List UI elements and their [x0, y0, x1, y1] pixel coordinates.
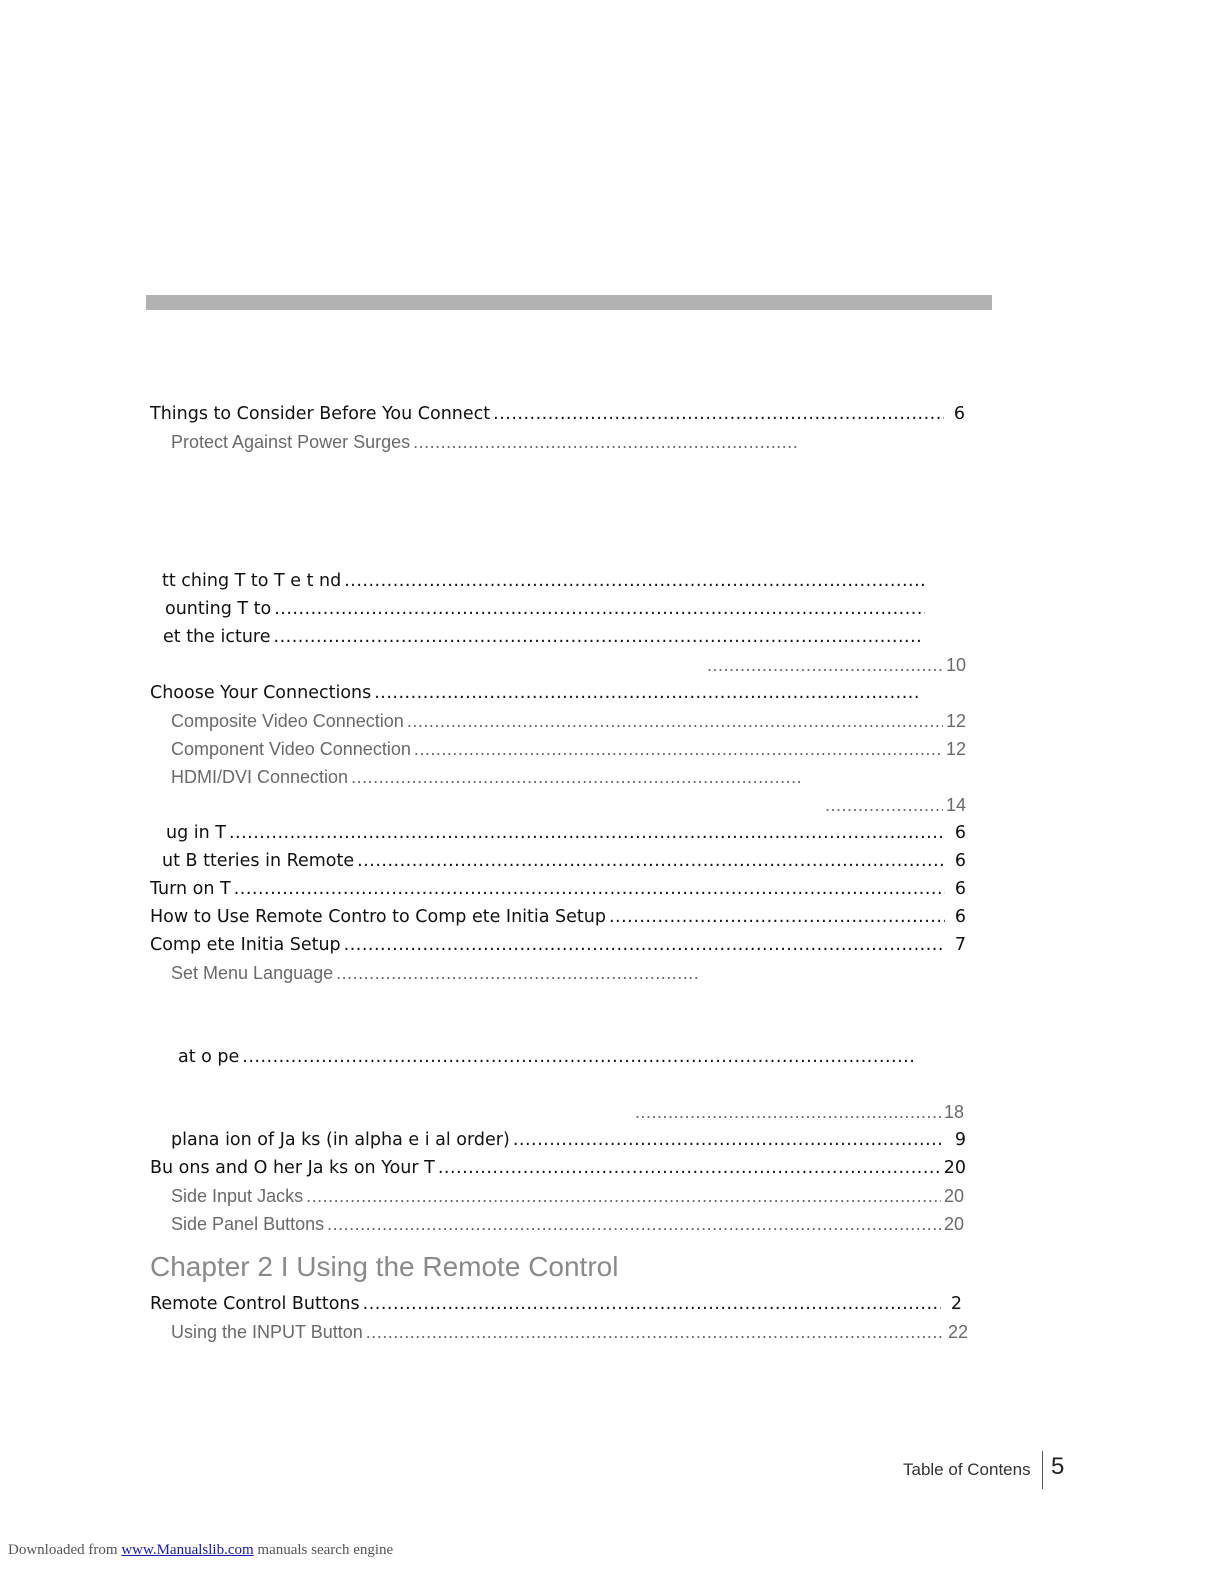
toc-entry[interactable]: [171, 1214, 964, 1238]
footer-page-number: 5: [1051, 1453, 1065, 1480]
toc-entry-title: plana ion of Ja ks (in alpha e i al order): [171, 1130, 510, 1150]
toc-entry-page: 6: [953, 404, 965, 424]
toc-entry-page: 22: [947, 1322, 968, 1342]
dot-leader: [413, 432, 797, 453]
toc-entry-title: Component Video Connection: [171, 739, 411, 759]
toc-entry-page: 9: [954, 1130, 966, 1150]
dot-leader: [493, 404, 944, 424]
toc-entry-title: ounting T to: [165, 599, 272, 619]
download-note-prefix: Downloaded from: [8, 1542, 118, 1558]
toc-entry-title: Turn on T: [150, 879, 231, 899]
dot-leader: [327, 1214, 941, 1235]
toc-entry[interactable]: [162, 571, 946, 595]
chapter-heading: Chapter 2 I Using the Remote Control: [150, 1251, 619, 1282]
toc-entry[interactable]: [150, 404, 965, 428]
download-note: [8, 1542, 393, 1559]
footer-divider: [1042, 1451, 1043, 1489]
toc-entry-title: et the icture: [163, 627, 271, 647]
toc-entry-page: 6: [954, 879, 966, 899]
dot-leader: [274, 599, 925, 619]
toc-entry[interactable]: [162, 851, 966, 875]
toc-entry[interactable]: [171, 432, 818, 456]
toc-entry-page: 12: [945, 739, 966, 759]
toc-entry[interactable]: [171, 711, 966, 735]
toc-entry[interactable]: [171, 963, 719, 987]
toc-entry-title: Composite Video Connection: [171, 711, 404, 731]
dot-leader: [357, 851, 945, 871]
toc-entry[interactable]: [150, 935, 966, 959]
toc-entry-title: Side Panel Buttons: [171, 1214, 325, 1234]
dot-leader: [274, 627, 921, 647]
toc-entry-title: Bu ons and O her Ja ks on Your T: [150, 1158, 435, 1178]
toc-entry[interactable]: [704, 655, 966, 679]
manualslib-link[interactable]: www.Manualslib.com: [121, 1542, 254, 1558]
toc-entry-page: 6: [954, 823, 966, 843]
dot-leader: [344, 935, 945, 955]
toc-entry-page: 6: [954, 851, 966, 871]
toc-entry-page: 12: [945, 711, 966, 731]
toc-entry[interactable]: [171, 1186, 964, 1210]
toc-entry-title: Set Menu Language: [171, 963, 334, 983]
dot-leader: [242, 1047, 915, 1067]
toc-entry[interactable]: [171, 767, 823, 791]
toc-entry-title: tt ching T to T e t nd: [162, 571, 342, 591]
dot-leader: [336, 963, 698, 984]
dot-leader: [229, 823, 945, 843]
toc-entry[interactable]: [165, 599, 946, 623]
dot-leader: [366, 1322, 945, 1343]
toc-entry[interactable]: [171, 1322, 968, 1346]
header-rule-bar: [146, 295, 992, 310]
toc-entry-page: 6: [954, 907, 966, 927]
dot-leader: [306, 1186, 941, 1207]
footer-section-label: Table of Contens: [903, 1460, 1031, 1479]
toc-entry-title: at o pe: [178, 1047, 240, 1067]
dot-leader: [707, 655, 943, 676]
dot-leader: [351, 767, 802, 788]
dot-leader: [374, 683, 920, 703]
dot-leader: [414, 739, 943, 760]
toc-entry-page: 20: [943, 1214, 964, 1234]
toc-entry-page: 20: [943, 1186, 964, 1206]
toc-entry-page: 18: [943, 1102, 964, 1122]
toc-entry-page: 10: [945, 655, 966, 675]
toc-entry[interactable]: [166, 823, 966, 847]
toc-entry-title: Side Input Jacks: [171, 1186, 304, 1206]
toc-entry-page: 7: [954, 935, 966, 955]
toc-entry[interactable]: [150, 1158, 966, 1182]
toc-entry-title: How to Use Remote Contro to Comp ete Initia Setup: [150, 907, 606, 927]
toc-entry-title: Choose Your Connections: [150, 683, 372, 703]
toc-entry-title: Comp ete Initia Setup: [150, 935, 341, 955]
dot-leader: [438, 1158, 941, 1178]
toc-entry[interactable]: [178, 1047, 936, 1071]
toc-entry-page: 14: [945, 795, 966, 815]
toc-entry[interactable]: [632, 1102, 964, 1126]
toc-entry-title: HDMI/DVI Connection: [171, 767, 349, 787]
download-note-suffix: manuals search engine: [257, 1542, 394, 1558]
toc-entry-page: 20: [943, 1158, 966, 1178]
toc-entry[interactable]: [822, 795, 966, 819]
toc-entry-title: Things to Consider Before You Connect: [150, 404, 491, 424]
dot-leader: [825, 795, 943, 816]
toc-entry-title: Remote Control Buttons: [150, 1294, 360, 1314]
toc-entry[interactable]: [150, 907, 966, 931]
toc-entry-title: ug in T: [166, 823, 226, 843]
dot-leader: [407, 711, 943, 732]
toc-entry-page: 2: [950, 1294, 962, 1314]
toc-entry[interactable]: [171, 739, 966, 763]
toc-entry[interactable]: [150, 879, 966, 903]
dot-leader: [635, 1102, 941, 1123]
toc-entry[interactable]: [171, 1130, 966, 1154]
toc-entry[interactable]: [150, 683, 941, 707]
dot-leader: [344, 571, 925, 591]
dot-leader: [609, 907, 945, 927]
toc-entry-title: Using the INPUT Button: [171, 1322, 363, 1342]
toc-entry-title: Protect Against Power Surges: [171, 432, 411, 452]
dot-leader: [363, 1294, 941, 1314]
dot-leader: [513, 1130, 945, 1150]
dot-leader: [234, 879, 945, 899]
toc-entry[interactable]: [150, 1294, 962, 1318]
toc-entry[interactable]: [163, 627, 941, 651]
toc-entry-title: ut B tteries in Remote: [162, 851, 355, 871]
